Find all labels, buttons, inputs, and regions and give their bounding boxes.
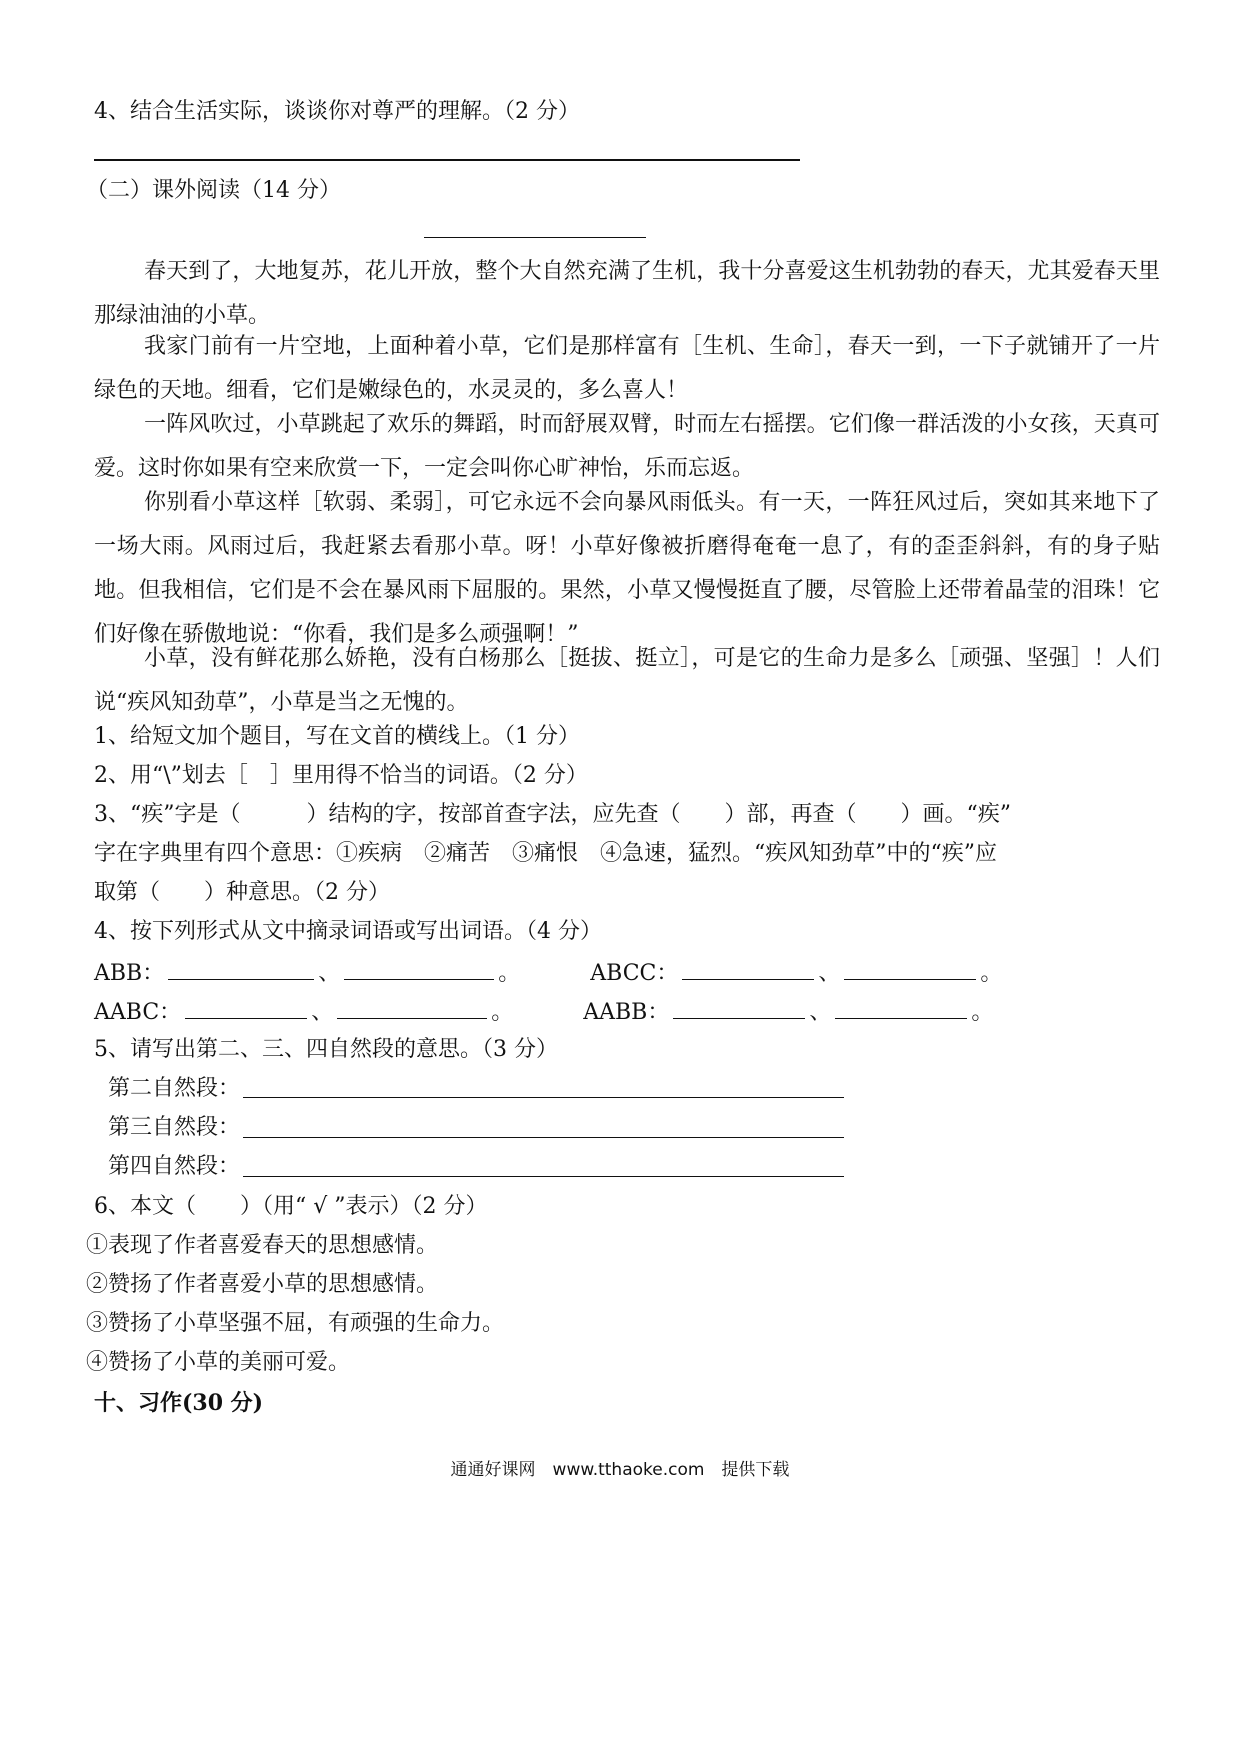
answer-blank[interactable]: [344, 957, 494, 980]
form-label-aabb: AABB：: [583, 1000, 670, 1025]
q5-label: 第三自然段：: [108, 1115, 241, 1140]
footer-source: 通通好课网 www.tthaoke.com 提供下载: [450, 1460, 790, 1480]
question-3-line-2: 字在字典里有四个意思：①疾病 ②痛苦 ③痛恨 ④急速，猛烈。“疾风知劲草”中的“疾”应: [94, 841, 997, 866]
section-extracurricular-reading: （二）课外阅读（14 分）: [86, 178, 341, 203]
answer-line: [243, 1137, 844, 1138]
question-6: 6、本文（ ）（用“ √ ”表示）（2 分）: [94, 1194, 488, 1219]
q5-item-4: [108, 1152, 240, 1182]
q5-label: 第二自然段：: [108, 1076, 241, 1101]
question-1: 1、给短文加个题目，写在文首的横线上。（1 分）: [94, 724, 580, 749]
q6-option-1: ①表现了作者喜爱春天的思想感情。: [86, 1233, 439, 1258]
title-blank-line: [424, 237, 646, 238]
passage-paragraph-3: 一阵风吹过，小草跳起了欢乐的舞蹈，时而舒展双臂，时而左右摇摆。它们像一群活泼的小女孩，天真可爱。这时你如果有空来欣赏一下，一定会叫你心旷神怡，乐而忘返。: [94, 412, 1160, 481]
question-5: 5、请写出第二、三、四自然段的意思。（3 分）: [94, 1037, 558, 1062]
section-composition: 十、习作(30 分): [94, 1390, 264, 1416]
separator: 、: [311, 1000, 334, 1025]
question-2: 2、用“\”划去［ ］里用得不恰当的词语。（2 分）: [94, 763, 588, 788]
q6-option-2: ②赞扬了作者喜爱小草的思想感情。: [86, 1272, 439, 1297]
answer-line: [94, 159, 800, 161]
answer-blank[interactable]: [337, 996, 487, 1019]
separator: 、: [318, 961, 341, 986]
period: 。: [491, 1000, 514, 1025]
answer-blank[interactable]: [185, 996, 307, 1019]
answer-line: [243, 1097, 844, 1098]
period: 。: [971, 1000, 994, 1025]
passage-paragraph-4: 你别看小草这样［软弱、柔弱］，可它永远不会向暴风雨低头。有一天，一阵狂风过后，突如其来地下了一场大雨。风雨过后，我赶紧去看那小草。呀！小草好像被折磨得奄奄一息了，有的歪歪斜斜，有的身子贴地。但我相信，它们是不会在暴风雨下屈服的。果然，小草又慢慢挺直了腰，尽管脸上还带着晶莹的泪珠！它们好像在骄傲地说：“你看，我们是多么顽强啊！”: [94, 490, 1160, 647]
period: 。: [980, 961, 1003, 986]
q6-option-4: ④赞扬了小草的美丽可爱。: [86, 1350, 351, 1375]
answer-blank[interactable]: [168, 957, 314, 980]
q5-item-2: [108, 1074, 240, 1104]
answer-blank[interactable]: [835, 996, 967, 1019]
q5-label: 第四自然段：: [108, 1154, 241, 1179]
form-label-aabc: AABC：: [94, 1000, 182, 1025]
q4-row-1: [94, 957, 1002, 989]
passage-paragraph-1: 春天到了，大地复苏，花儿开放，整个大自然充满了生机，我十分喜爱这生机勃勃的春天，尤其爱春天里那绿油油的小草。: [94, 259, 1160, 328]
form-label-abb: ABB：: [94, 961, 165, 986]
question-3-line-3: 取第（ ）种意思。（2 分）: [94, 880, 390, 905]
answer-blank[interactable]: [673, 996, 805, 1019]
separator: 、: [809, 1000, 832, 1025]
form-label-abcc: ABCC：: [590, 961, 679, 986]
question-3-line-1: 3、“疾”字是（ ）结构的字，按部首查字法，应先查（ ）部，再查（ ）画。“疾”: [94, 802, 1011, 827]
separator: 、: [818, 961, 841, 986]
period: 。: [498, 961, 521, 986]
answer-line: [243, 1176, 844, 1177]
answer-blank[interactable]: [844, 957, 976, 980]
question-4-respect: 4、结合生活实际，谈谈你对尊严的理解。（2 分）: [94, 99, 580, 124]
q5-item-3: [108, 1113, 240, 1143]
q4-row-2: [94, 996, 993, 1028]
passage-paragraph-2: 我家门前有一片空地，上面种着小草，它们是那样富有［生机、生命］，春天一到，一下子就铺开了一片绿色的天地。细看，它们是嫩绿色的，水灵灵的，多么喜人！: [94, 334, 1160, 403]
passage-paragraph-5: 小草，没有鲜花那么娇艳，没有白杨那么［挺拔、挺立］，可是它的生命力是多么［顽强、坚强］！人们说“疾风知劲草”，小草是当之无愧的。: [94, 646, 1160, 715]
answer-blank[interactable]: [682, 957, 814, 980]
question-4: 4、按下列形式从文中摘录词语或写出词语。（4 分）: [94, 919, 602, 944]
q6-option-3: ③赞扬了小草坚强不屈，有顽强的生命力。: [86, 1311, 505, 1336]
